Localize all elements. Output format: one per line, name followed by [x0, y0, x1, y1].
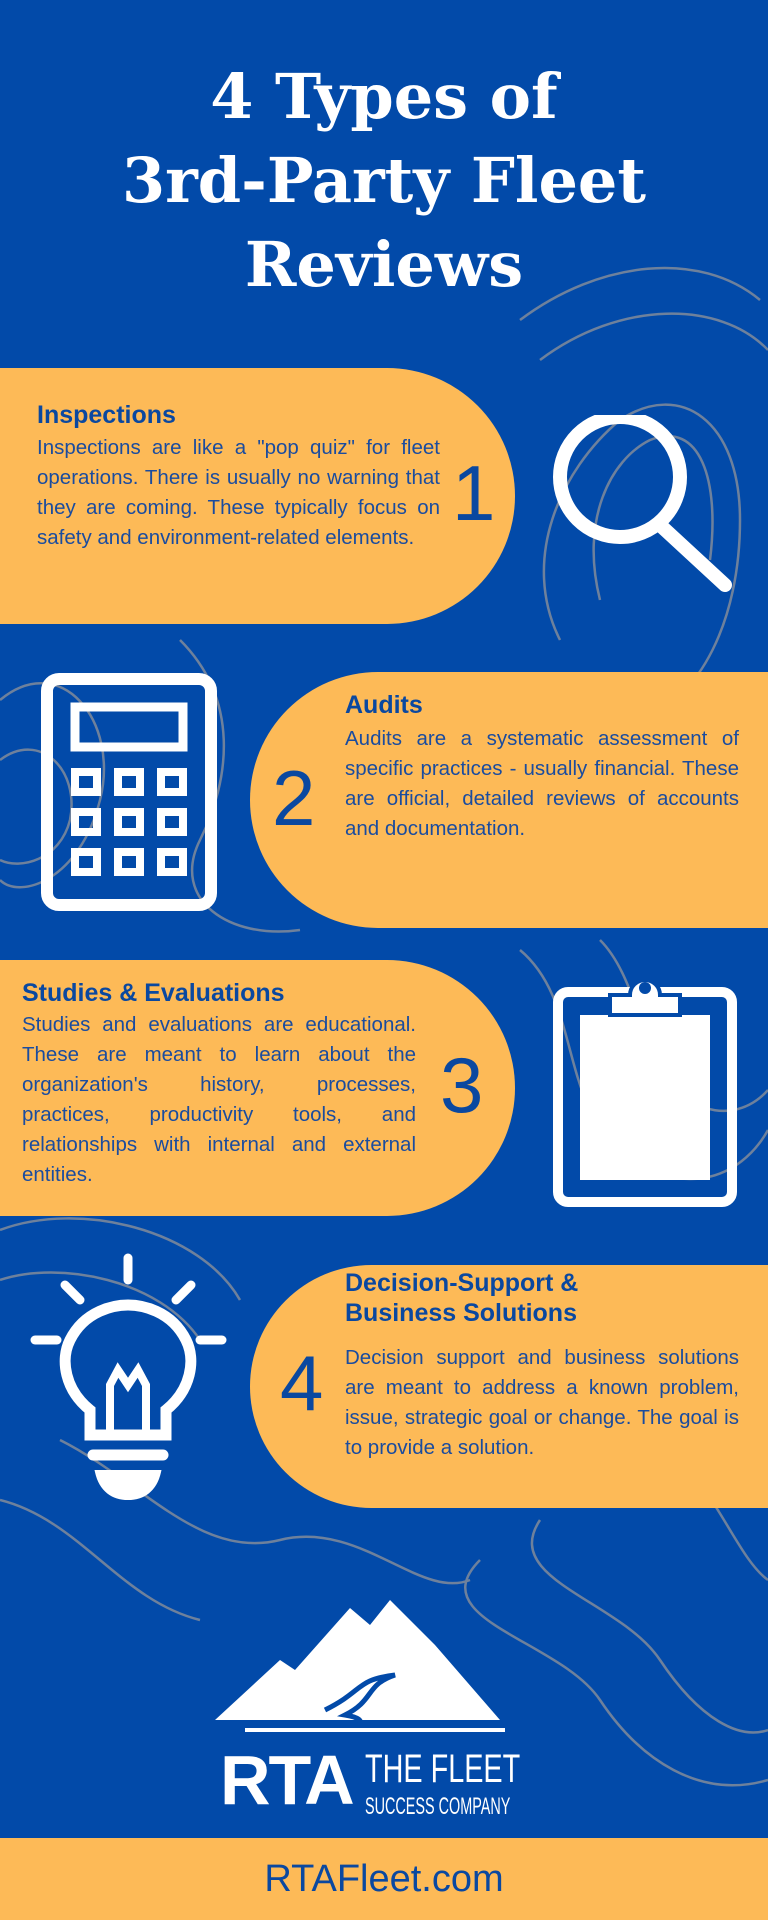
- card-studies-evaluations: [0, 960, 515, 1216]
- card-audits: [250, 672, 768, 928]
- card-heading: Inspections: [37, 401, 176, 429]
- card-number: 1: [452, 449, 496, 537]
- mountain-logo-icon: [205, 1590, 535, 1740]
- card-number: 3: [440, 1041, 484, 1129]
- card-heading: Studies & Evaluations: [22, 979, 285, 1007]
- card-decision-support: [250, 1265, 768, 1508]
- card-inspections: [0, 368, 515, 624]
- calculator-icon: [40, 672, 220, 912]
- clipboard-icon: [550, 970, 740, 1210]
- card-heading: Audits: [345, 691, 423, 719]
- card-number: 2: [272, 754, 316, 842]
- card-body: Inspections are like a "pop quiz" for fleet operations. There is usually no warning that they are coming. These typically focus on safety and environment-related elements.: [37, 436, 440, 549]
- lightbulb-icon: [25, 1250, 235, 1510]
- card-body: Decision support and business solutions are meant to address a known problem, issue, strategic goal or change. The goal is to provide a solution.: [345, 1346, 739, 1459]
- title-line-1: 4 Types of: [210, 60, 558, 133]
- logo-line-2: SUCCESS COMPANY: [365, 1793, 511, 1820]
- footer-website: [0, 1838, 768, 1920]
- title-line-3: Reviews: [244, 228, 524, 301]
- page-title: [0, 55, 768, 307]
- card-number: 4: [280, 1339, 324, 1427]
- logo-line-1: THE FLEET: [365, 1747, 521, 1791]
- logo-mark: RTA: [220, 1741, 353, 1819]
- rta-logo: [205, 1590, 535, 1830]
- card-heading: Decision-Support & Business Solutions: [345, 1269, 579, 1327]
- magnifying-glass-icon: [540, 415, 740, 595]
- card-body: Studies and evaluations are educational. These are meant to learn about the organization's history, processes, practices, productivity tools, and relationships with internal and external entities.: [22, 1013, 416, 1186]
- card-body: Audits are a systematic assessment of specific practices - usually financial. These are official, detailed reviews of accounts and documentation.: [345, 727, 739, 840]
- website-link[interactable]: RTAFleet.com: [264, 1858, 504, 1900]
- title-line-2: 3rd-Party Fleet: [121, 144, 647, 217]
